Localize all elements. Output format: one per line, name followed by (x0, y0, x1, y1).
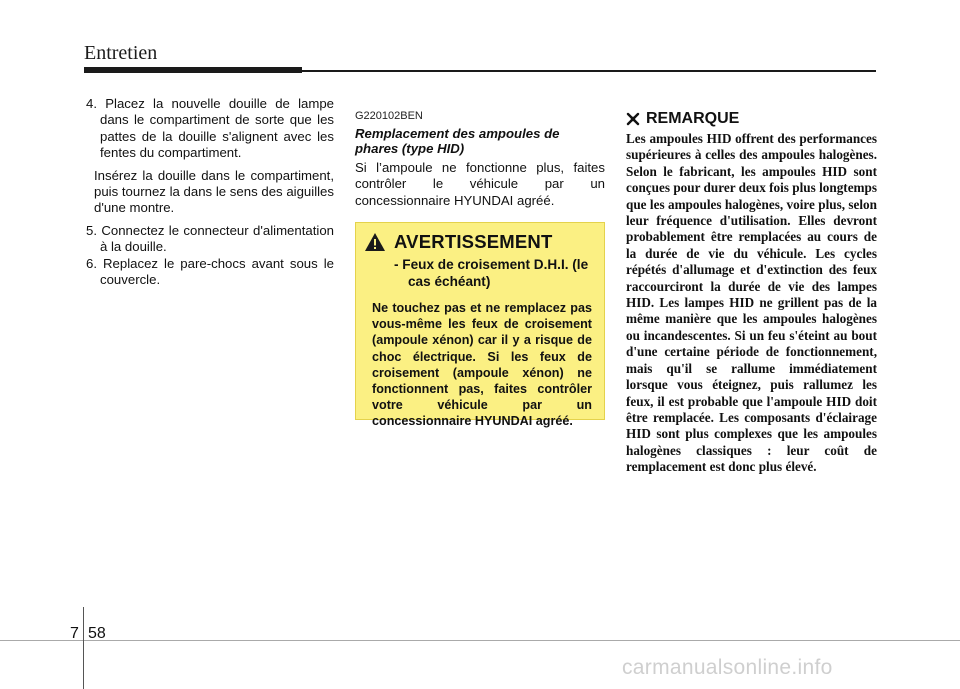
warning-triangle-icon (364, 232, 386, 252)
right-column (626, 110, 877, 476)
step-4: 4. Placez la nouvelle douille de lampe dans le compartiment de sorte que les pattes de la douille s'alignent avec les fentes du compartiment. (86, 96, 334, 161)
step-6: 6. Replacez le pare-chocs avant sous le couvercle. (86, 255, 334, 288)
watermark: carmanualsonline.info (622, 656, 833, 679)
remark-title: REMARQUE (646, 110, 740, 127)
middle-column (355, 110, 605, 209)
asterisk-icon (626, 112, 640, 126)
header-rule-thin (302, 70, 876, 72)
warning-subtitle: - Feux de croisement D.H.I. (le cas échéant) (394, 257, 589, 289)
warning-header (364, 231, 596, 253)
warning-title: AVERTISSEMENT (394, 231, 553, 252)
section-code: G220102BEN (355, 110, 423, 122)
page-header-title: Entretien (84, 42, 158, 64)
page-number: 58 (88, 625, 106, 642)
remark-body: Les ampoules HID offrent des performances supérieures à celles des ampoules halogènes. Selon le fabricant, les ampoules HID sont conçues pour durer deux fois plus longtemps que les ampoules halogènes, voire plus, selon leur fréquence d'utilisation. Elles devront probablement être remplacées au cours de la durée de vie du véhicule. Les cycles répétés d'allumage et d'extinction des feux raccourciront la durée de vie des lampes HID. Les lampes HID ne grillent pas de la même manière que les ampoules halogènes ou incandescentes. Si un feu s'éteint au bout d'une certaine période de fonctionnement, mais qu'il se rallume immédiatement lorsque vous éteignez, puis rallumez les feux, il est probable que l'ampoule HID doit être remplacée. Les composants d'éclairage HID sont plus complexes que les ampoules halogènes classiques : leur coût de remplacement est donc plus élevé. (626, 131, 877, 475)
section-body: Si l’ampoule ne fonctionne plus, faites contrôler le véhicule par un concessionnaire HYUNDAI agréé. (355, 160, 605, 208)
remark-header (626, 110, 877, 128)
section-subtitle: Remplacement des ampoules de phares (type HID) (355, 126, 560, 156)
step-5: 5. Connectez le connecteur d'alimentation à la douille. (86, 222, 334, 255)
footer-divider (83, 607, 84, 689)
footer-rule (0, 640, 960, 641)
step-4-note: Insérez la douille dans le compartiment, puis tournez la dans le sens des aiguilles d'une montre. (94, 167, 334, 216)
left-column (86, 96, 334, 288)
warning-box (355, 222, 605, 429)
warning-body: Ne touchez pas et ne remplacez pas vous-même les feux de croisement (ampoule xénon) car il y a risque de choc électrique. Si les feux de croisement (ampoule xénon) ne fonctionnent pas, faites contrôler votre véhicule par un concessionnaire HYUNDAI agréé. (372, 301, 592, 429)
chapter-number: 7 (70, 625, 79, 642)
header-rule-thick (84, 67, 302, 73)
